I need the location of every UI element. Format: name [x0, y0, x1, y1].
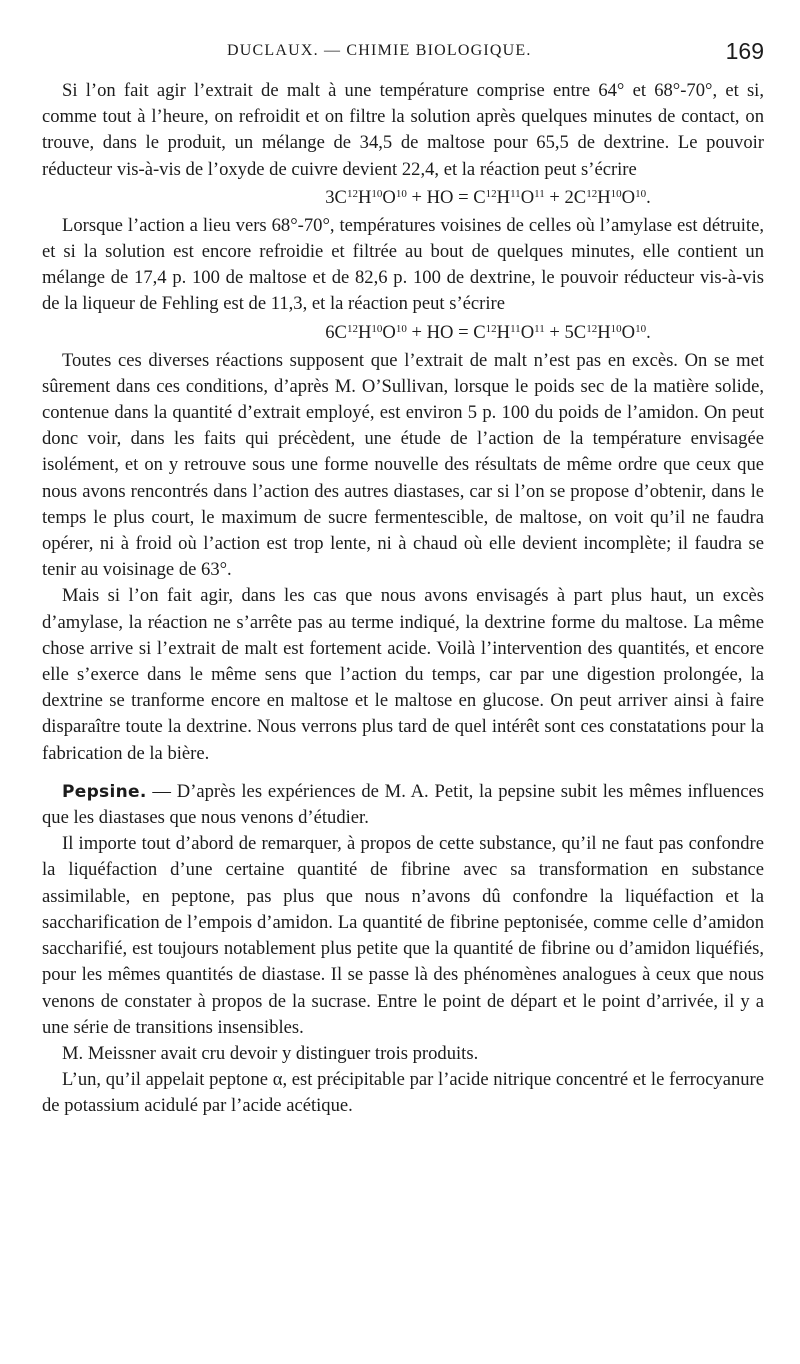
running-title: DUCLAUX. — CHIMIE BIOLOGIQUE. — [227, 42, 532, 59]
formula-1-term: + HO = C — [406, 186, 486, 208]
formula-1-sub: 10 — [610, 187, 622, 200]
formula-1-sub: 11 — [534, 187, 545, 200]
formula-1-sub: 11 — [510, 187, 521, 200]
paragraph-1: Si l’on fait agir l’extrait de malt à une température comprise entre 64° et 68°-70°, et si, comme tout à l’heure, on refroidit et on filtre la solution après quelques minutes de contact, on trouve, dans le produit, un mélange de 34,5 de maltose pour 65,5 de dextrine. Le pouvoir réducteur vis-à-vis de l’oxyde de cuivre devient 22,4, et la réaction peut s’écrire — [42, 80, 764, 180]
formula-1-term: . — [646, 186, 651, 208]
formula-2 — [42, 318, 764, 348]
formula-2-sub: 11 — [534, 322, 545, 335]
paragraph-4: Mais si l’on fait agir, dans les cas que nous avons envisagés à part plus haut, un excès d’amylase, la réaction ne s’arrête pas au terme indiqué, la dextrine forme du maltose. La même chose arrive si l’extrait de malt est fortement acide. Voilà l’intervention des quantités, et encore elle s’exerce dans le même sens que l’action du temps, car par une digestion prolongée, la dextrine se tranforme encore en maltose et le maltose en glucose. On peut arriver ainsi à faire disparaître toute la dextrine. Nous verrons plus tard de quel intérêt sont ces constatations pour la fabrication de la bière. — [42, 585, 764, 764]
formula-2-term: + HO = C — [406, 321, 486, 343]
formula-1-sub: 10 — [371, 187, 383, 200]
formula-1 — [42, 183, 764, 213]
formula-1-term: O — [621, 186, 636, 208]
formula-1-term: H — [597, 186, 611, 208]
formula-2-term: H — [597, 321, 611, 343]
formula-1-sub: 12 — [586, 187, 598, 200]
formula-2-sub: 10 — [371, 322, 383, 335]
formula-2-term: H — [357, 321, 372, 343]
formula-2-sub: 10 — [635, 322, 647, 335]
formula-1-sub: 10 — [395, 187, 407, 200]
paragraph-3: Toutes ces diverses réactions supposent que l’extrait de malt n’est pas en excès. On se met sûrement dans ces conditions, d’après M. O’Sullivan, lorsque le poids sec de la matière solide, contenue dans la quantité d’extrait employé, est environ 5 p. 100 du poids de l’amidon. On peut donc voir, dans les faits qui précèdent, une étude de l’action de la température envisagée isolément, et on y retrouve sous une forme nouvelle des résultats de même ordre que ceux que nous avons rencontrés dans l’action des autres diastases, car si l’on se propose d’obtenir, dans le temps le plus court, le maximum de sucre fermentescible, de maltose, on voit qu’il ne faudra opérer, ni à froid où l’action est trop lente, ni à chaud où elle devient incomplète; il faudra se tenir au voisinage de 63°. — [42, 349, 764, 581]
formula-2-sub: 10 — [395, 322, 407, 335]
formula-2-term: . — [646, 321, 651, 343]
formula-1-term: + 2C — [544, 186, 587, 208]
page-body — [42, 78, 764, 1120]
paragraph-2: Lorsque l’action a lieu vers 68°-70°, températures voisines de celles où l’amylase est détruite, et si la solution est encore refroidie et filtrée au bout de quelques minutes, elle contient un mélange de 17,4 p. 100 de maltose et de 82,6 p. 100 de dextrine, le pouvoir réducteur vis-à-vis de la liqueur de Fehling est de 11,3, et la réaction peut s’écrire — [42, 214, 764, 315]
formula-1-term: O — [520, 186, 535, 208]
formula-1-term: H — [496, 186, 511, 208]
formula-2-term: O — [520, 321, 535, 343]
formula-2-term: 6C — [325, 321, 347, 343]
formula-2-sub: 12 — [586, 322, 598, 335]
formula-2-term: H — [496, 321, 511, 343]
formula-1-term: O — [382, 186, 396, 208]
formula-1-sub: 12 — [346, 187, 358, 200]
paragraph-8: L’un, qu’il appelait peptone α, est précipitable par l’acide nitrique concentré et le ferrocyanure de potassium acidulé par l’acide acétique. — [42, 1069, 764, 1117]
formula-1-sub: 10 — [635, 187, 647, 200]
formula-1-term: H — [357, 186, 372, 208]
section-heading-pepsine: Pepsine. — [62, 781, 147, 802]
page-number: 169 — [725, 38, 764, 64]
paragraph-6: Il importe tout d’abord de remarquer, à propos de cette substance, qu’il ne faut pas confondre la liquéfaction d’une certaine quantité de fibrine avec sa transformation en substance assimilable, en peptone, pas plus que nous n’avons dû confondre la liquéfaction et la saccharification de l’empois d’amidon. La quantité de fibrine peptonisée, comme celle d’amidon saccharifié, est toujours notablement plus petite que la quantité de fibrine ou d’amidon liquéfiés, pour les mêmes quantités de diastase. Il se passe là des phénomènes analogues à ceux que nous venons de constater à propos de la sucrase. Entre le point de départ et le point d’arrivée, il y a une série de transitions insensibles. — [42, 833, 764, 1038]
formula-2-sub: 11 — [510, 322, 521, 335]
formula-2-sub: 12 — [346, 322, 358, 335]
formula-2-term: + 5C — [544, 321, 587, 343]
formula-1-term: 3C — [325, 186, 347, 208]
formula-2-term: O — [621, 321, 636, 343]
paragraph-7: M. Meissner avait cru devoir y distinguer trois produits. — [62, 1042, 479, 1064]
formula-2-sub: 10 — [610, 322, 622, 335]
page-header — [42, 38, 764, 68]
formula-2-sub: 12 — [485, 322, 497, 335]
formula-1-sub: 12 — [485, 187, 497, 200]
paragraph-pepsine — [42, 779, 764, 831]
heading-dash: — — [146, 780, 177, 802]
section-gap — [42, 767, 764, 779]
paragraph-5-text: D’après les expériences de M. A. Petit, la pepsine subit les mêmes influences que les diastases que nous venons d’étudier. — [42, 780, 764, 829]
formula-2-term: O — [382, 321, 396, 343]
